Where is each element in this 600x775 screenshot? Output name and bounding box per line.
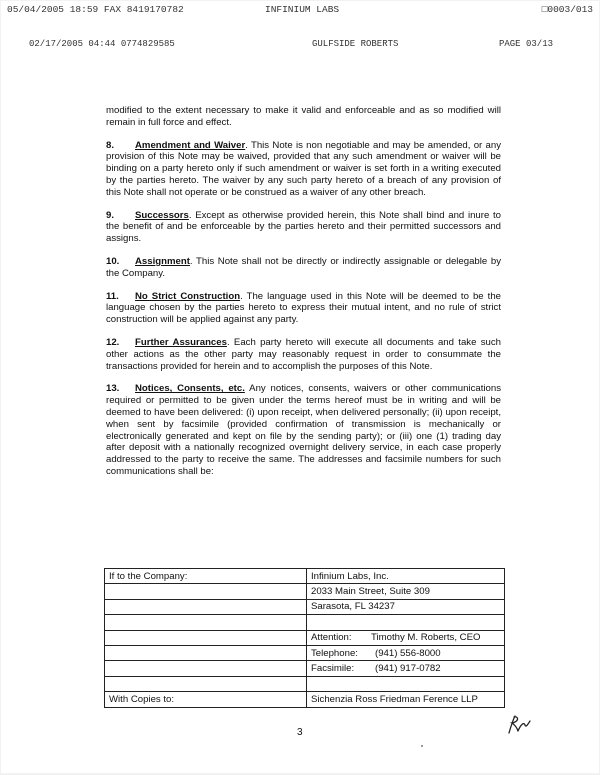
section-text: . This Note shall not be directly or indirectly assignable or delegable by the Company.: [106, 255, 501, 279]
attention-value: Timothy M. Roberts, CEO: [371, 632, 481, 644]
facsimile-cell: [307, 661, 505, 676]
section-8: [106, 140, 501, 199]
table-row: [105, 645, 505, 660]
telephone-cell: [307, 645, 505, 660]
table-row: [105, 676, 505, 691]
section-heading: Amendment and Waiver: [135, 139, 246, 151]
section-text: . Except as otherwise provided herein, this Note shall bind and inure to the benefit of and be enforceable by the parties hereto and their permitted successors and assigns.: [106, 209, 501, 245]
telephone-value: (941) 556-8000: [375, 647, 441, 659]
empty-cell: [105, 676, 307, 691]
section-11: [106, 291, 501, 326]
section-number: 12.: [106, 336, 120, 348]
section-heading: Notices, Consents, etc.: [135, 383, 245, 395]
document-body: [106, 105, 501, 489]
fax-header2-page: PAGE 03/13: [498, 39, 553, 49]
scan-speck: [421, 745, 423, 747]
attention-label: Attention:: [311, 632, 352, 644]
section-text: . Each party hereto will execute all documents and take such other actions as the other party may reasonably request in order to consummate the transactions provided for herein and to accomplish the purposes of this Note.: [106, 336, 501, 372]
table-row: [105, 661, 505, 676]
table-row: [105, 599, 505, 614]
company-name: Infinium Labs, Inc.: [307, 569, 505, 584]
table-row: [105, 615, 505, 630]
fax-header2-timestamp: 02/17/2005 04:44 0774829585: [29, 39, 175, 49]
table-row: [105, 584, 505, 599]
section-12: [106, 337, 501, 372]
copies-label: With Copies to:: [105, 692, 307, 707]
fax-page: [1, 1, 599, 773]
empty-cell: [105, 584, 307, 599]
table-row: [105, 569, 505, 584]
table-row: [105, 692, 505, 707]
page-number: 3: [297, 727, 303, 738]
section-9: [106, 210, 501, 245]
fax-secondary-header: [29, 39, 553, 53]
copies-value: Sichenzia Ross Friedman Ference LLP: [307, 692, 505, 707]
company-label: If to the Company:: [105, 569, 307, 584]
fax-header2-sender: GULFSIDE ROBERTS: [312, 39, 399, 49]
fax-header-timestamp: 05/04/2005 18:59 FAX 8419170782: [7, 4, 184, 15]
empty-cell: [105, 661, 307, 676]
empty-cell: [105, 630, 307, 645]
section-heading: No Strict Construction: [135, 290, 241, 302]
section-heading: Successors: [135, 209, 189, 221]
section-10: [106, 256, 501, 280]
attention-cell: [307, 630, 505, 645]
section-number: 9.: [106, 209, 115, 221]
section-heading: Assignment: [135, 255, 190, 267]
section-number: 13.: [106, 383, 120, 395]
table-row: [105, 630, 505, 645]
empty-cell: [105, 599, 307, 614]
empty-cell: [307, 676, 505, 691]
facsimile-value: (941) 917-0782: [375, 663, 441, 675]
empty-cell: [307, 615, 505, 630]
section-text: . The language used in this Note will be deemed to be the language chosen by the parties hereto to express their mutual intent, and no rule of strict construction will be applied against any party.: [106, 290, 501, 326]
section-number: 10.: [106, 255, 120, 267]
empty-cell: [105, 645, 307, 660]
telephone-label: Telephone:: [311, 647, 358, 659]
fax-transmission-header: [7, 4, 593, 18]
notice-address-table: [104, 568, 505, 708]
section-13: [106, 383, 501, 477]
section-number: 8.: [106, 139, 115, 151]
continued-paragraph: modified to the extent necessary to make it valid and enforceable and as so modified will remain in full force and effect.: [106, 105, 501, 128]
company-city: Sarasota, FL 34237: [307, 599, 505, 614]
handwritten-initials-icon: [506, 713, 532, 735]
section-heading: Further Assurances: [135, 336, 227, 348]
facsimile-label: Facsimile:: [311, 663, 355, 675]
fax-header-sender: INFINIUM LABS: [265, 4, 340, 15]
section-number: 11.: [106, 290, 119, 302]
company-street: 2033 Main Street, Suite 309: [307, 584, 505, 599]
section-text: . This Note is non negotiable and may be amended, or any provision of this Note may be waived, provided that any such amendment or waiver will be binding on a party hereto only if such amendment or waiver is set forth in a writing executed by the parties hereto. The waiver by any such party hereto of a breach of any provision of this Note shall not operate or be construed as a waiver of any other breach.: [106, 139, 501, 198]
empty-cell: [105, 615, 307, 630]
section-text: Any notices, consents, waivers or other communications required or permitted to be given under the terms hereof must be in writing and will be deemed to have been delivered: (i) upon receipt, when delivered personally; (ii) upon receipt, when sent by facsimile (provided confirmation of transmission is mechanically or electronically generated and kept on file by the sending party); or (iii) one (1) trading day after deposit with a nationally recognized overnight delivery service, in each case properly addressed to the party to receive the same. The addresses and facsimile numbers for such communications shall be:: [106, 383, 501, 477]
fax-header-page: □0003/013: [541, 4, 593, 15]
